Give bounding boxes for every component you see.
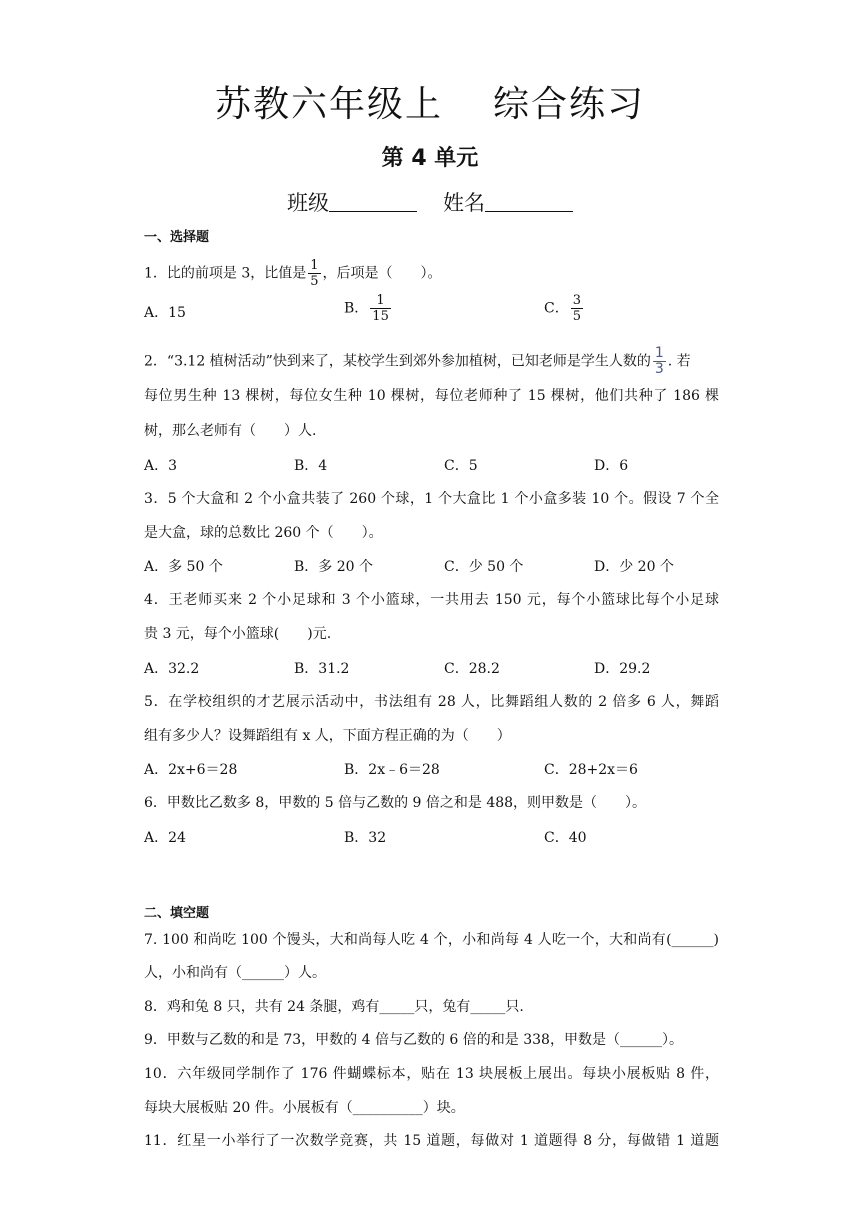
question-1	[144, 258, 719, 289]
question-9-line-1: 9．甲数与乙数的和是 73，甲数的 4 倍与乙数的 6 倍的和是 338，甲数是（______）。	[144, 1032, 683, 1048]
title-right: 综合练习	[493, 84, 646, 125]
question-3-line-1: 3．5 个大盒和 2 个小盒共装了 260 个球，1 个大盒比 1 个小盒多装 10 个。假设 7 个全	[144, 491, 719, 507]
question-2-line-2: 每位男生种 13 棵树，每位女生种 10 棵树，每位老师种了 15 棵树，他们共种了 186 棵	[144, 388, 719, 404]
q5-option-c[interactable]: C．28+2x＝6	[544, 762, 638, 778]
fraction-3-5: $\frac{3}{5}$	[572, 293, 581, 324]
page-title	[0, 76, 860, 127]
unit-heading: 第 4 单元	[381, 146, 479, 171]
name-label: 姓名	[443, 191, 485, 215]
question-2-text-end: . 若	[667, 353, 691, 370]
section-choice: 一、选择题	[144, 230, 210, 245]
q2-option-d[interactable]: D．6	[594, 458, 629, 474]
question-7-line-1: 7. 100 和尚吃 100 个馒头，大和尚每人吃 4 个，小和尚每 4 人吃一个，大和尚有(______)	[144, 932, 719, 948]
q4-option-b[interactable]: B．31.2	[294, 661, 350, 677]
question-3-line-2: 是大盒，球的总数比 260 个（ ）。	[144, 525, 383, 541]
title-left: 苏教六年级上	[214, 84, 443, 125]
q6-option-b[interactable]: B．32	[344, 830, 387, 846]
question-10-line-1: 10．六年级同学制作了 176 件蝴蝶标本，贴在 13 块展板上展出。每块小展板贴 8 件，	[144, 1066, 719, 1082]
q3-option-c[interactable]: C．少 50 个	[444, 559, 524, 575]
q2-option-c[interactable]: C．5	[444, 458, 478, 474]
class-label: 班级	[287, 191, 329, 215]
question-1-text: 1．比的前项是 3，比值是	[144, 265, 307, 282]
question-2-text: 2．“3.12 植树活动”快到来了，某校学生到郊外参加植树，已知老师是学生人数的	[144, 353, 651, 370]
question-11-line-1: 11．红星一小举行了一次数学竞赛，共 15 道题，每做对 1 道题得 8 分，每做错 1 道题	[144, 1133, 719, 1149]
question-2-line-1	[144, 346, 719, 377]
q6-option-a[interactable]: A．24	[144, 830, 186, 846]
question-7-line-2: 人，小和尚有（______）人。	[144, 965, 326, 981]
q5-option-a[interactable]: A．2x+6＝28	[144, 762, 238, 778]
fraction-1-3: $\frac{1}{3}$	[654, 345, 664, 377]
section-fill: 二、填空题	[144, 906, 210, 921]
question-8-line-1: 8．鸡和兔 8 只，共有 24 条腿，鸡有_____只，兔有_____只.	[144, 999, 524, 1015]
q4-option-a[interactable]: A．32.2	[144, 661, 200, 677]
question-5-line-2: 组有多少人？设舞蹈组有 x 人，下面方程正确的为（ ）	[144, 728, 511, 744]
question-6-line-1: 6．甲数比乙数多 8，甲数的 5 倍与乙数的 9 倍之和是 488，则甲数是（ ）。	[144, 795, 647, 811]
question-4-line-1: 4．王老师买来 2 个小足球和 3 个小篮球，一共用去 150 元，每个小篮球比每个小足球	[144, 592, 719, 608]
question-5-line-1: 5．在学校组织的才艺展示活动中，书法组有 28 人，比舞蹈组人数的 2 倍多 6 人，舞蹈	[144, 694, 719, 710]
q4-option-d[interactable]: D．29.2	[594, 661, 651, 677]
q1-option-c[interactable]: C． $\frac{3}{5}$	[544, 293, 581, 324]
q2-option-b[interactable]: B．4	[294, 458, 328, 474]
q5-option-b[interactable]: B．2x﹣6＝28	[344, 762, 440, 778]
fraction-1-5: $\frac{1}{5}$	[310, 258, 319, 289]
class-blank[interactable]	[329, 191, 417, 212]
q1-option-b[interactable]: B． $\frac{1}{15}$	[344, 293, 389, 324]
student-info-line	[0, 187, 860, 217]
fraction-1-15: $\frac{1}{15}$	[372, 293, 389, 324]
question-4-line-2: 贵 3 元，每个小篮球( )元.	[144, 626, 332, 642]
q6-option-c[interactable]: C．40	[544, 830, 587, 846]
name-blank[interactable]	[485, 191, 573, 212]
q3-option-b[interactable]: B．多 20 个	[294, 559, 374, 575]
q1-option-a[interactable]: A．15	[144, 305, 186, 321]
question-1-text-end: ，后项是（ ）。	[322, 265, 442, 282]
q3-option-d[interactable]: D．少 20 个	[594, 559, 674, 575]
q4-option-c[interactable]: C．28.2	[444, 661, 500, 677]
q2-option-a[interactable]: A．3	[144, 458, 178, 474]
question-2-line-3: 树，那么老师有（ ）人.	[144, 423, 317, 439]
q3-option-a[interactable]: A．多 50 个	[144, 559, 223, 575]
question-10-line-2: 每块大展板贴 20 件。小展板有（__________）块。	[144, 1100, 465, 1116]
